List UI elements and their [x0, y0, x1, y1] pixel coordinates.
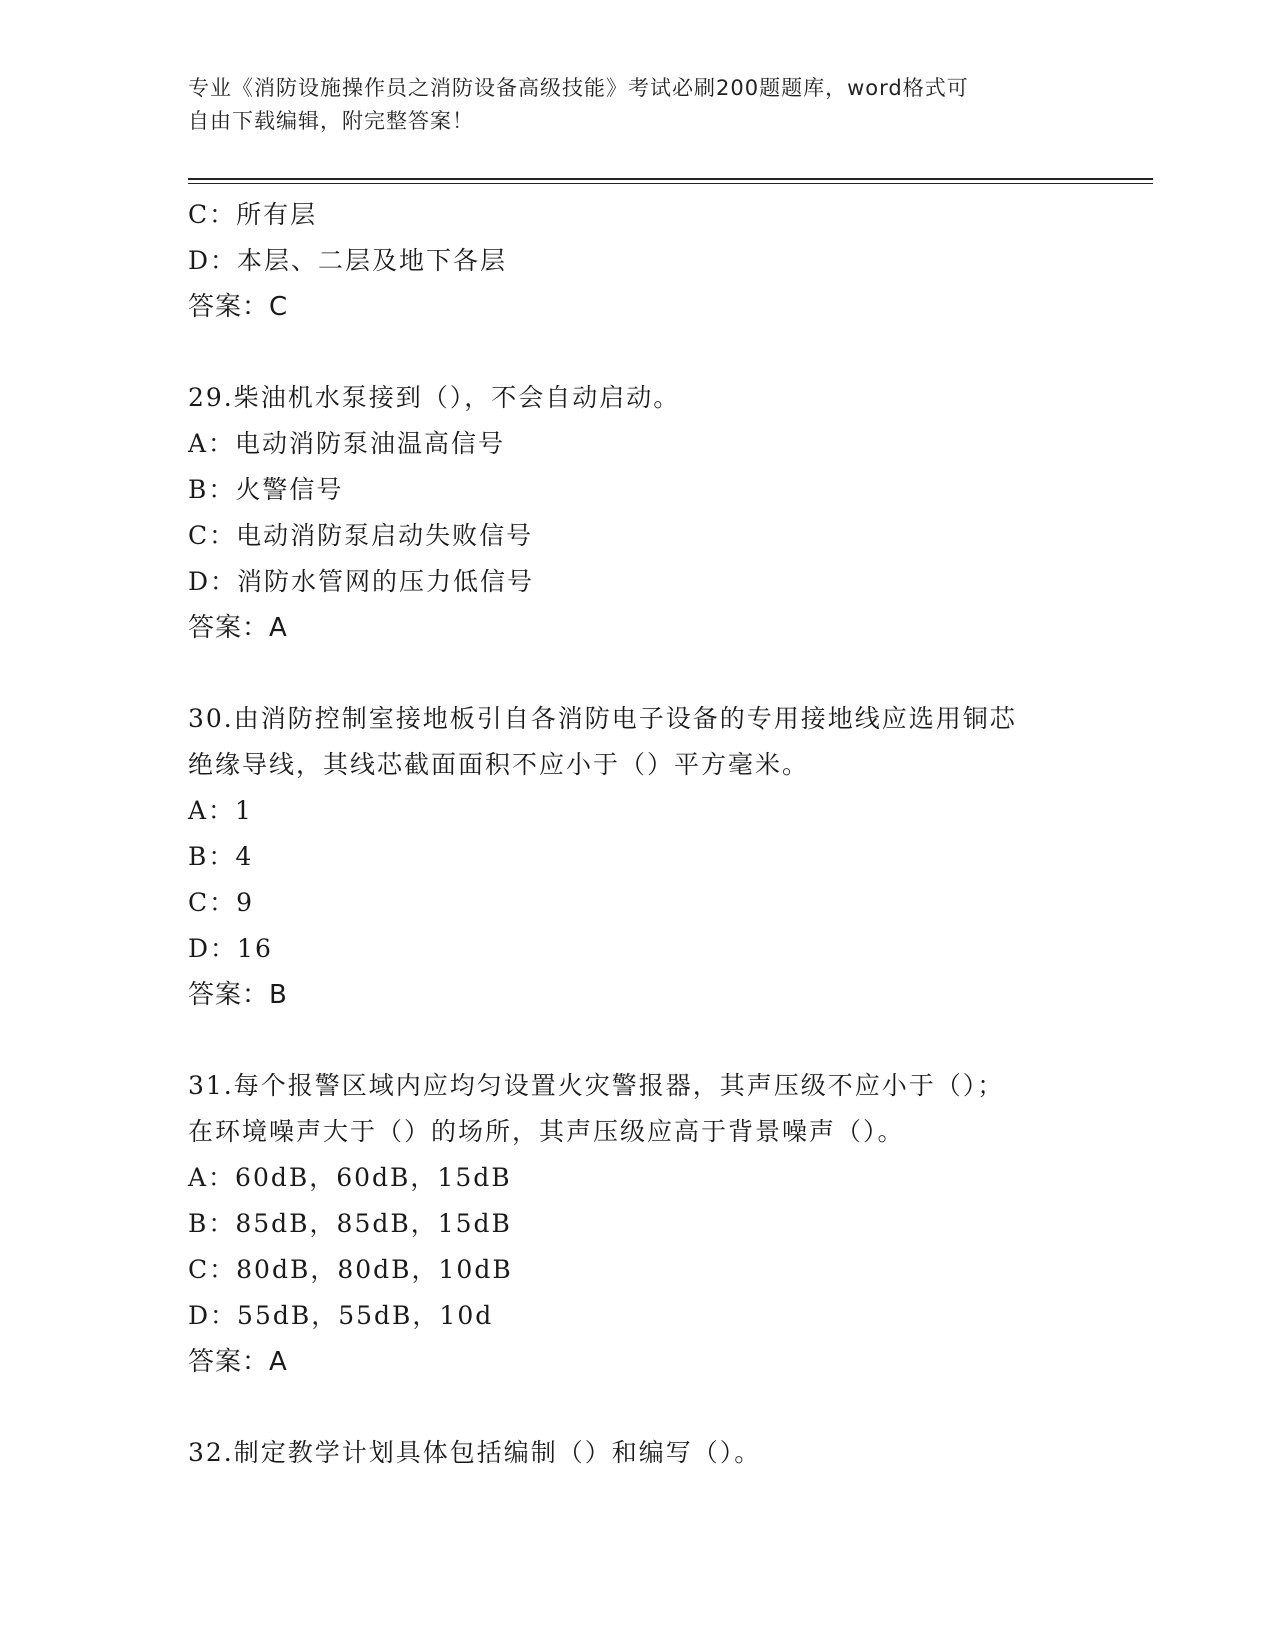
- question-stem: 30.由消防控制室接地板引自各消防电子设备的专用接地线应选用铜芯: [188, 704, 1017, 733]
- option-d: D：55dB，55dB，10d: [188, 1301, 494, 1330]
- answer-line: 答案：B: [188, 980, 288, 1010]
- answer-line: 答案：A: [188, 613, 288, 643]
- answer-line: 答案：A: [188, 1347, 288, 1377]
- question-32: [188, 1430, 1088, 1476]
- option-c: C：所有层: [188, 200, 318, 229]
- question-stem: 31.每个报警区域内应均匀设置火灾警报器，其声压级不应小于（）；: [188, 1071, 1005, 1100]
- option-a: A：60dB，60dB，15dB: [188, 1163, 512, 1192]
- option-b: B：火警信号: [188, 475, 344, 504]
- question-stem: 29.柴油机水泵接到（），不会自动启动。: [188, 383, 681, 412]
- option-c: C：9: [188, 888, 255, 917]
- page-header: [188, 72, 1068, 138]
- question-stem-continued: 绝缘导线，其线芯截面面积不应小于（）平方毫米。: [188, 750, 810, 779]
- option-c: C：80dB，80dB，10dB: [188, 1255, 513, 1284]
- option-c: C：电动消防泵启动失败信号: [188, 521, 534, 550]
- option-d: D：本层、二层及地下各层: [188, 246, 508, 275]
- question-31: [188, 1063, 1088, 1385]
- option-a: A：电动消防泵油温高信号: [188, 429, 506, 458]
- header-rule-thick: [188, 178, 1153, 180]
- question-stem: 32.制定教学计划具体包括编制（）和编写（）。: [188, 1438, 762, 1467]
- question-29: [188, 375, 1088, 651]
- option-d: D：消防水管网的压力低信号: [188, 567, 535, 596]
- header-line-1: 专业《消防设施操作员之消防设备高级技能》考试必刷200题题库，word格式可: [188, 76, 969, 100]
- question-stem-continued: 在环境噪声大于（）的场所，其声压级应高于背景噪声（）。: [188, 1117, 905, 1146]
- option-d: D：16: [188, 934, 273, 963]
- option-b: B：4: [188, 842, 254, 871]
- answer-line: 答案：C: [188, 292, 289, 322]
- question-content: [188, 192, 1088, 1476]
- option-a: A：1: [188, 796, 253, 825]
- header-rule-thin: [188, 183, 1153, 184]
- header-line-2: 自由下载编辑，附完整答案！: [188, 109, 474, 133]
- question-30: [188, 696, 1088, 1018]
- question-28-tail: [188, 192, 1088, 330]
- option-b: B：85dB，85dB，15dB: [188, 1209, 512, 1238]
